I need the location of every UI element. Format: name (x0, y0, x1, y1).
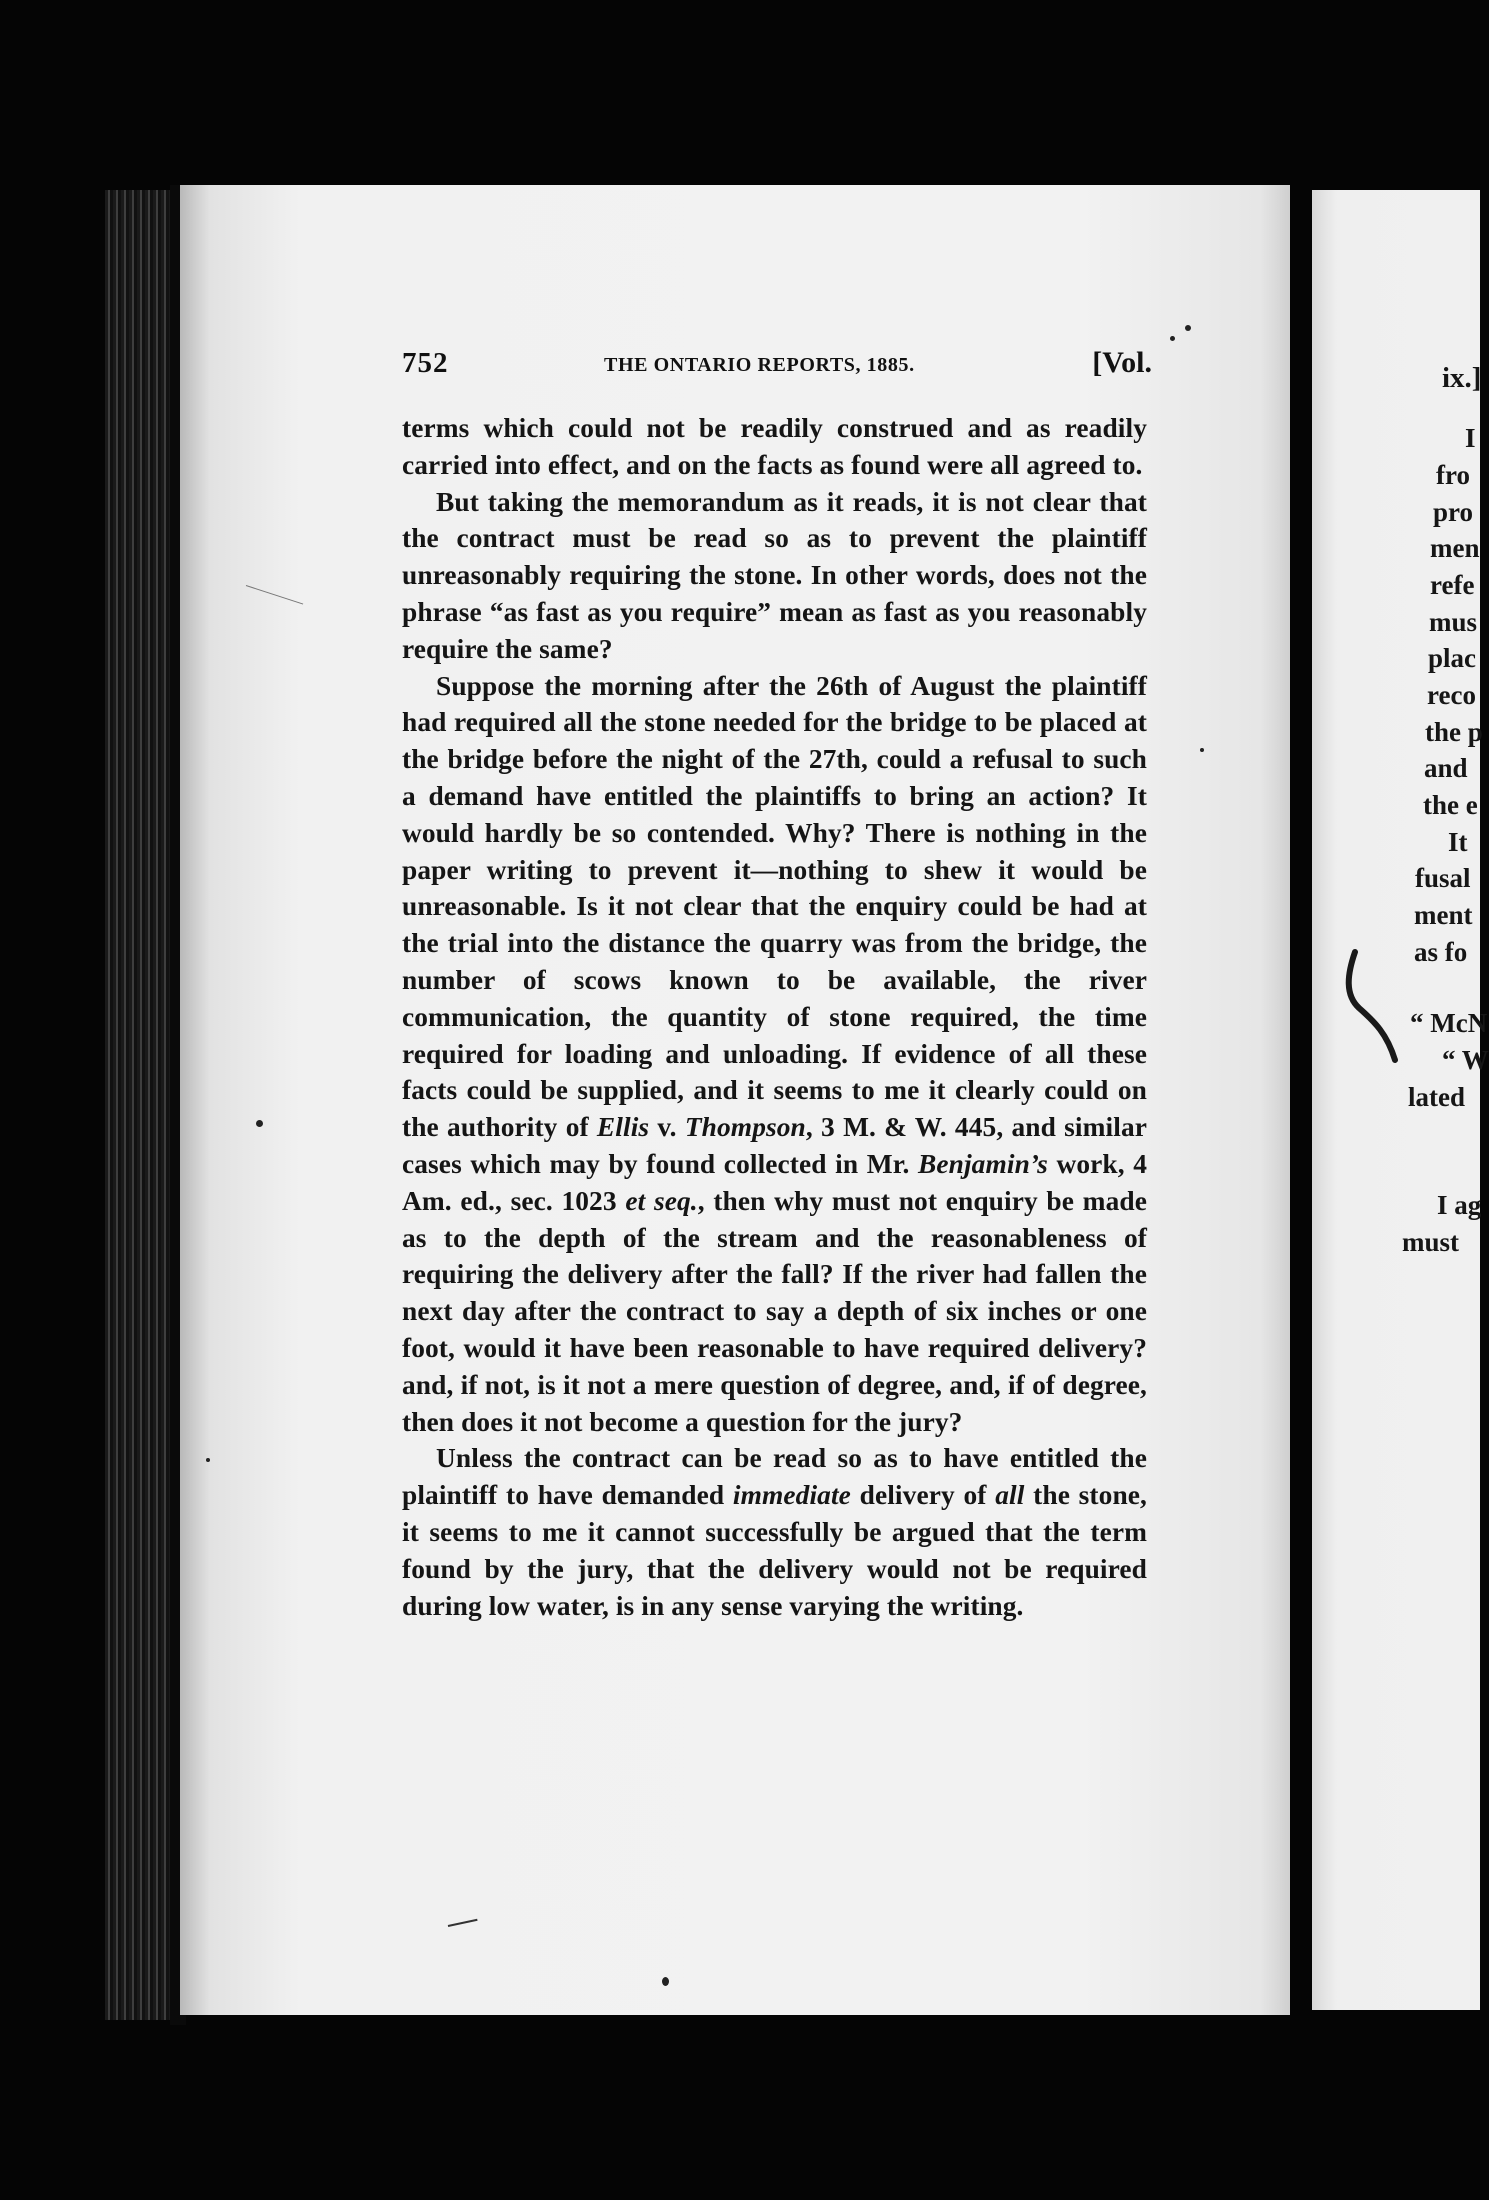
right-page-text (1312, 190, 1489, 2010)
page-number: 752 (402, 347, 449, 379)
text-fragment: reco (1427, 680, 1476, 710)
text-fragment: lated (1408, 1082, 1465, 1112)
page-header (402, 347, 1152, 387)
volume-label: [Vol. (1092, 346, 1152, 379)
ink-speck (256, 1120, 263, 1127)
text-fragment: It (1448, 827, 1468, 857)
right-page-header: ix.] (1442, 362, 1482, 394)
ink-speck (1185, 325, 1191, 331)
running-head: THE ONTARIO REPORTS, 1885. (604, 354, 915, 376)
text-fragment: must (1402, 1227, 1460, 1257)
pencil-bracket-mark (1335, 950, 1405, 1070)
ink-speck (1170, 336, 1175, 341)
case-name: Thompson (684, 1112, 806, 1143)
ink-speck (1200, 748, 1204, 752)
page-gutter (1290, 180, 1312, 2020)
text-fragment: the p (1425, 717, 1483, 747)
citation-term: et seq. (625, 1185, 698, 1216)
text-fragment: plac (1428, 643, 1477, 673)
ink-speck (206, 1458, 210, 1462)
paragraph: But taking the memorandum as it reads, it is not clear that the contract must be read so as to prevent the plaintiff unreasonably requiring the stone. In other words, does not the phrase “as fast as you require” mean as fast as you reasonably require the same? (402, 486, 1147, 664)
text-run: work, 4 Am. ed., sec. 1023 (402, 1148, 1148, 1216)
text-run: Suppose the morning after the 26th of August the plaintiff had required all the stone needed for the bridge to be placed at the bridge before the night of the 27th, could a refusal to such a demand have entitled the plaintiffs to bring an action? It would hardly be so contended. Why? There is nothing in the paper writing to prevent it—nothing to shew it would be unreasonable. Is it not clear that the enquiry could be had at the trial into the distance the quarry was from the bridge, the number of scows known to be available, the river communication, the quantity of stone required, the time required for loading and unloading. If evidence of all these facts could be supplied, and it seems to me it clearly could on the authority of (402, 670, 1147, 1143)
text-fragment: men (1430, 533, 1480, 563)
text-run: , 3 M. & W. 445, and similar cases which may by found collected in Mr. (402, 1112, 1147, 1179)
author-name: Benjamin’s (918, 1148, 1048, 1179)
text-run: delivery of (850, 1480, 996, 1511)
text-fragment: fusal (1415, 863, 1471, 893)
case-name: Ellis (596, 1112, 650, 1143)
text-fragment: fro (1436, 460, 1470, 490)
text-run: the stone, it seems to me it cannot successfully be argued that the term found by the jury, that the delivery would not be required during low water, is in any sense varying the writing. (402, 1480, 1147, 1621)
text-fragment: the e (1423, 790, 1478, 820)
text-run: , then why must not enquiry be made as to the depth of the stream and the reasonableness of requiring the delivery after the fall? If the river had fallen the next day after the contract to say a depth of six inches or one foot, would it have been reasonable to have required delivery? and, if not, is it not a mere question of degree, and, if of degree, then does it not become a question for the jury? (402, 1185, 1147, 1437)
text-fragment: “ W (1442, 1045, 1489, 1075)
text-run: Unless the contract can be read so as to have entitled the plaintiff to have demanded (402, 1443, 1147, 1511)
right-page-fragment (1312, 190, 1489, 2010)
paragraph: terms which could not be readily construed and as readily carried into effect, and on the facts as found were all agreed to. (402, 413, 1147, 480)
emphasis: immediate (732, 1480, 851, 1511)
paragraph (402, 1440, 1147, 1624)
text-fragment: and (1424, 753, 1468, 783)
text-fragment: refe (1430, 570, 1475, 600)
text-fragment: as fo (1414, 937, 1468, 967)
text-run: v. (649, 1112, 685, 1143)
body-text (402, 410, 1147, 1624)
text-fragment: I (1465, 423, 1476, 453)
text-fragment: pro (1433, 497, 1474, 527)
text-fragment: mus (1429, 607, 1478, 637)
book-spine-edge (105, 190, 180, 2020)
text-fragment: I ag (1437, 1190, 1482, 1220)
emphasis: all (995, 1480, 1025, 1511)
ink-speck (662, 1977, 669, 1986)
paragraph (402, 668, 1147, 1441)
text-fragment: “ McN (1410, 1008, 1488, 1038)
text-fragment: ment (1414, 900, 1473, 930)
